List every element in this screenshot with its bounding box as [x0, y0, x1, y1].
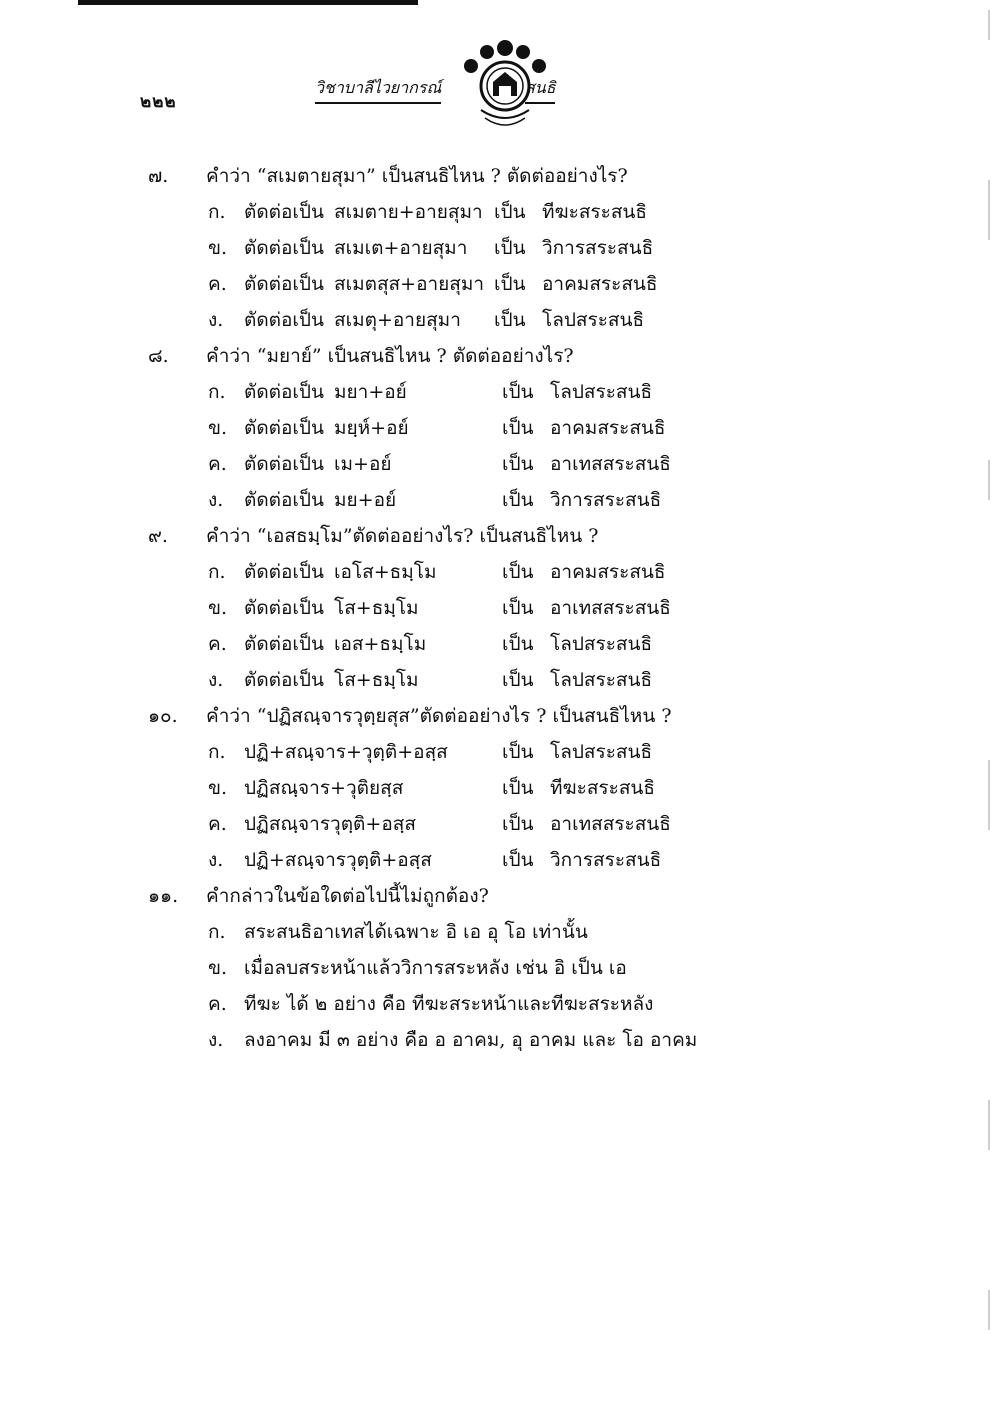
- option-type: โลปสระสนธิ: [542, 309, 645, 331]
- option-label: ตัดต่อเป็น: [244, 633, 324, 655]
- option-letter: ก.: [208, 741, 226, 763]
- option-is: เป็น: [502, 561, 534, 583]
- option: [148, 230, 748, 266]
- option-is: เป็น: [502, 669, 534, 691]
- option-letter: ข.: [208, 597, 228, 619]
- option-letter: ค.: [208, 453, 227, 475]
- option-letter: ข.: [208, 957, 228, 979]
- option-type: อาเทสสระสนธิ: [550, 597, 671, 619]
- option-type: ทีฆะสระสนธิ: [550, 777, 656, 799]
- option-split: สเมตุ+อายสุมา: [334, 309, 461, 331]
- option-label: ตัดต่อเป็น: [244, 201, 324, 223]
- option-is: เป็น: [502, 777, 534, 799]
- option-letter: ง.: [208, 309, 224, 331]
- question-7: [148, 158, 748, 338]
- option: [148, 806, 748, 842]
- question-number: ๘.: [148, 345, 169, 367]
- page-number: ๒๒๒: [140, 92, 177, 112]
- option-type: วิการสระสนธิ: [542, 237, 654, 259]
- option-letter: ค.: [208, 993, 227, 1015]
- option: [148, 770, 748, 806]
- top-scan-rule: [78, 0, 418, 5]
- question-text: คำว่า “ปฏิสณฺจารวุตฺยสุส”ตัดต่ออย่างไร ? เป็นสนธิไหน ?: [206, 705, 672, 727]
- option-is: เป็น: [494, 237, 526, 259]
- option-label: ตัดต่อเป็น: [244, 309, 324, 331]
- question-text: คำว่า “มยาย์” เป็นสนธิไหน ? ตัดต่ออย่างไร?: [206, 345, 574, 367]
- option-split: ปฏิ+สณฺจารวุตฺติ+อสฺส: [244, 849, 432, 871]
- option-split: เม+อย์: [334, 453, 392, 475]
- option: [148, 266, 748, 302]
- option-label: ตัดต่อเป็น: [244, 489, 324, 511]
- option-is: เป็น: [494, 309, 526, 331]
- option-split: มย+อย์: [334, 489, 397, 511]
- question-text: คำกล่าวในข้อใดต่อไปนี้ไม่ถูกต้อง?: [206, 885, 489, 907]
- question-text: คำว่า “สเมตายสุมา” เป็นสนธิไหน ? ตัดต่ออย่างไร?: [206, 165, 628, 187]
- option: [148, 950, 748, 986]
- option-letter: ก.: [208, 201, 226, 223]
- option-split: โส+ธมฺโม: [334, 669, 419, 691]
- option-text: ลงอาคม มี ๓ อย่าง คือ อ อาคม, อุ อาคม และ โอ อาคม: [244, 1029, 698, 1051]
- running-section: สนธิ: [525, 76, 555, 104]
- question-list: [148, 158, 748, 1058]
- option-type: โลปสระสนธิ: [550, 633, 653, 655]
- question-text: คำว่า “เอสธมฺโม”ตัดต่ออย่างไร? เป็นสนธิไหน ?: [206, 525, 599, 547]
- option-letter: ง.: [208, 1029, 224, 1051]
- option: [148, 194, 748, 230]
- option-letter: ก.: [208, 381, 226, 403]
- option-letter: ข.: [208, 417, 228, 439]
- question-10: [148, 698, 748, 878]
- option-text: ทีฆะ ได้ ๒ อย่าง คือ ทีฆะสระหน้าและทีฆะสระหลัง: [244, 993, 654, 1015]
- question-number: ๗.: [148, 165, 169, 187]
- option: [148, 626, 748, 662]
- option-letter: ข.: [208, 777, 228, 799]
- running-title: วิชาบาลีไวยากรณ์: [315, 76, 441, 104]
- option-split: โส+ธมฺโม: [334, 597, 419, 619]
- option-type: อาเทสสระสนธิ: [550, 453, 671, 475]
- option: [148, 446, 748, 482]
- option-letter: ง.: [208, 489, 224, 511]
- option-split: เอส+ธมฺโม: [334, 633, 427, 655]
- option: [148, 734, 748, 770]
- option-is: เป็น: [502, 453, 534, 475]
- option-label: ตัดต่อเป็น: [244, 561, 324, 583]
- option-split: สเมตสุส+อายสุมา: [334, 273, 485, 295]
- option: [148, 1022, 748, 1058]
- option-split: สเมเต+อายสุมา: [334, 237, 468, 259]
- option-is: เป็น: [502, 381, 534, 403]
- option-type: โลปสระสนธิ: [550, 669, 653, 691]
- option-type: โลปสระสนธิ: [550, 741, 653, 763]
- option-type: อาคมสระสนธิ: [550, 417, 666, 439]
- option-type: วิการสระสนธิ: [550, 489, 662, 511]
- option-type: ทีฆะสระสนธิ: [542, 201, 648, 223]
- option-letter: ข.: [208, 237, 228, 259]
- question-11: [148, 878, 748, 1058]
- question-number: ๑๐.: [148, 705, 178, 727]
- option-split: ปฏิสณฺจารวุตฺติ+อสฺส: [244, 813, 416, 835]
- option-letter: ง.: [208, 849, 224, 871]
- option-text: สระสนธิอาเทสได้เฉพาะ อิ เอ อุ โอ เท่านั้น: [244, 921, 588, 943]
- option: [148, 986, 748, 1022]
- scan-edge-marks: [984, 0, 994, 1412]
- option-letter: ก.: [208, 561, 226, 583]
- option-split: เอโส+ธมฺโม: [334, 561, 437, 583]
- option: [148, 374, 748, 410]
- option: [148, 590, 748, 626]
- option: [148, 842, 748, 878]
- option-is: เป็น: [494, 201, 526, 223]
- option-split: มยา+อย์: [334, 381, 407, 403]
- option-split: ปฏิ+สณฺจาร+วุตฺติ+อสฺส: [244, 741, 448, 763]
- option-is: เป็น: [502, 633, 534, 655]
- option-label: ตัดต่อเป็น: [244, 273, 324, 295]
- option-split: ปฏิสณฺจาร+วุติยสฺส: [244, 777, 404, 799]
- option-is: เป็น: [502, 597, 534, 619]
- option-label: ตัดต่อเป็น: [244, 669, 324, 691]
- option-type: อาเทสสระสนธิ: [550, 813, 671, 835]
- option-is: เป็น: [502, 741, 534, 763]
- option-letter: ค.: [208, 813, 227, 835]
- option-letter: ก.: [208, 921, 226, 943]
- option-letter: ง.: [208, 669, 224, 691]
- option-type: โลปสระสนธิ: [550, 381, 653, 403]
- option-label: ตัดต่อเป็น: [244, 597, 324, 619]
- option-is: เป็น: [502, 849, 534, 871]
- option-letter: ค.: [208, 273, 227, 295]
- option-label: ตัดต่อเป็น: [244, 381, 324, 403]
- option-type: อาคมสระสนธิ: [550, 561, 666, 583]
- question-8: [148, 338, 748, 518]
- option-split: สเมตาย+อายสุมา: [334, 201, 483, 223]
- option: [148, 662, 748, 698]
- question-number: ๙.: [148, 525, 168, 547]
- option-label: ตัดต่อเป็น: [244, 453, 324, 475]
- option-label: ตัดต่อเป็น: [244, 237, 324, 259]
- option: [148, 554, 748, 590]
- option: [148, 914, 748, 950]
- option-text: เมื่อลบสระหน้าแล้ววิการสระหลัง เช่น อิ เป็น เอ: [244, 957, 627, 979]
- option-letter: ค.: [208, 633, 227, 655]
- page-header: [120, 40, 600, 130]
- question-9: [148, 518, 748, 698]
- option: [148, 482, 748, 518]
- question-number: ๑๑.: [148, 885, 179, 907]
- option: [148, 302, 748, 338]
- option-is: เป็น: [494, 273, 526, 295]
- option-type: วิการสระสนธิ: [550, 849, 662, 871]
- option-is: เป็น: [502, 489, 534, 511]
- option-is: เป็น: [502, 813, 534, 835]
- option: [148, 410, 748, 446]
- option-type: อาคมสระสนธิ: [542, 273, 658, 295]
- option-split: มยฺห์+อย์: [334, 417, 409, 439]
- option-is: เป็น: [502, 417, 534, 439]
- option-label: ตัดต่อเป็น: [244, 417, 324, 439]
